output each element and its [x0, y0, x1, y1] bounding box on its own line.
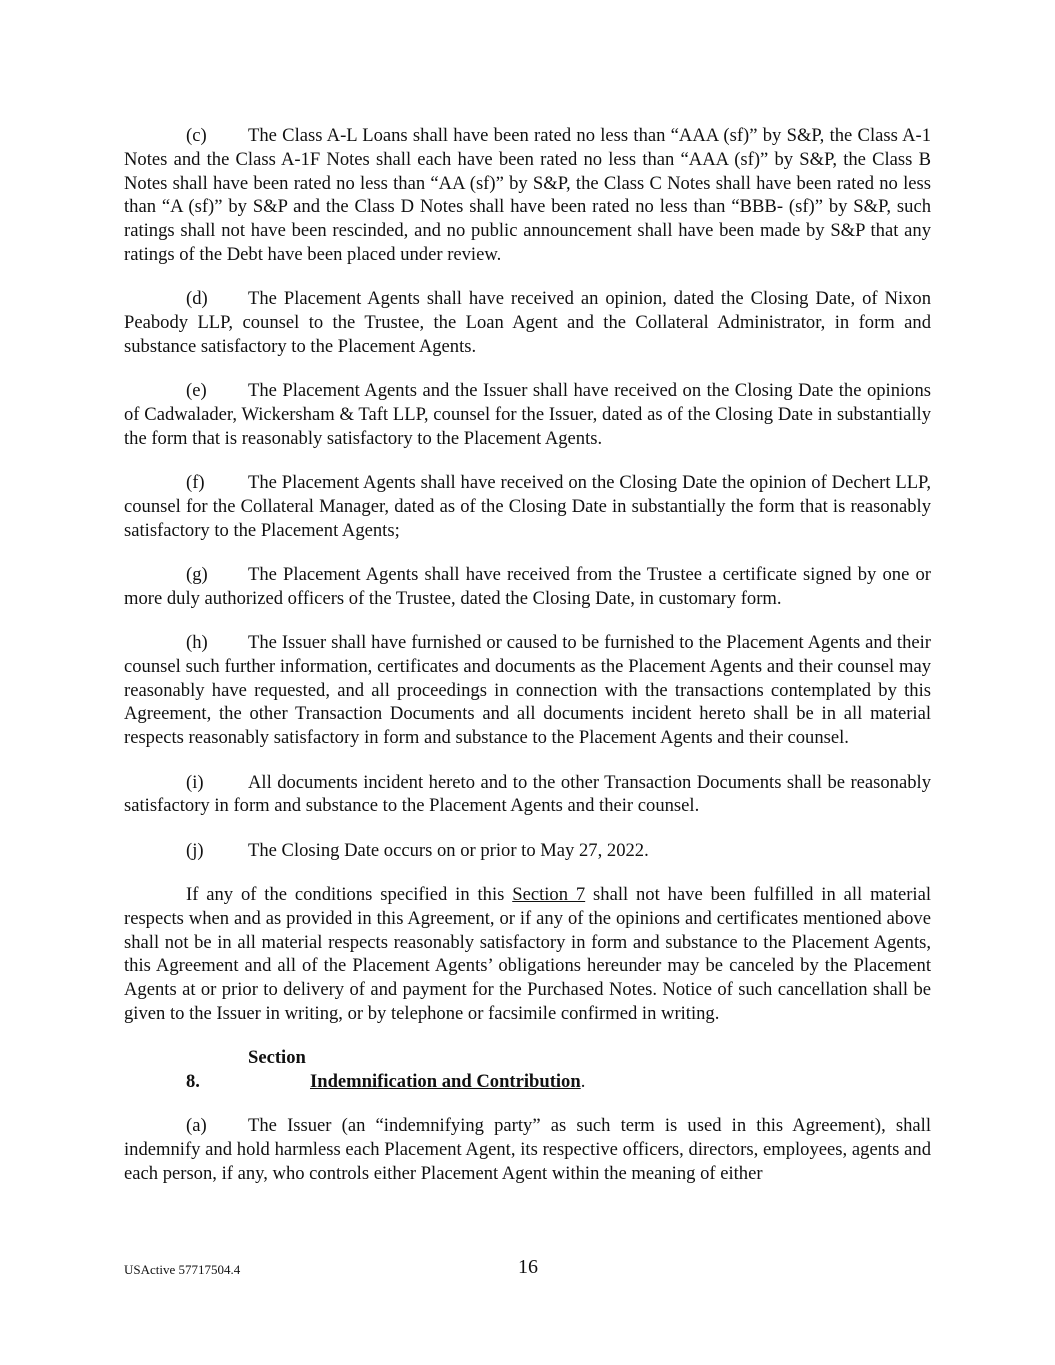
document-page: [124, 124, 931, 1206]
closing-text-after: shall not have been fulfilled in all material respects when and as provided in this Agreement, or if any of the opinions and certificates mentioned above shall not be in all material respects reasonably satisfactory in form and substance to the Placement Agents, this Agreement and all of the Placement Agents’ obligations hereunder may be canceled by the Placement Agents at or prior to delivery of and payment for the Purchased Notes. Notice of such cancellation shall be given to the Issuer in writing, or by telephone or facsimile confirmed in writing.: [124, 883, 931, 1024]
section-7-reference: Section 7: [512, 883, 586, 905]
paragraph-label: (d): [186, 288, 208, 310]
paragraph-text: The Placement Agents shall have received on the Closing Date the opinion of Dechert LLP, counsel for the Collateral Manager, dated as of the Closing Date in substantially the form that is reasonably satisfactory to the Placement Agents;: [124, 472, 931, 541]
paragraph-text: The Issuer (an “indemnifying party” as such term is used in this Agreement), shall indemnify and hold harmless each Placement Agent, its respective officers, directors, employees, agents and each person, if any, who controls either Placement Agent within the meaning of either: [124, 1115, 931, 1184]
paragraph-f: [124, 471, 931, 542]
paragraph-label: (i): [186, 771, 204, 793]
paragraph-text: The Class A-L Loans shall have been rated no less than “AAA (sf)” by S&P, the Class A-1 Notes and the Class A-1F Notes shall each have been rated no less than “AAA (sf)” by S&P, the Class B Notes shall have been rated no less than “AA (sf)” by S&P, the Class C Notes shall have been rated no less than “A (sf)” by S&P and the Class D Notes shall have been rated no less than “BBB- (sf)” by S&P, such ratings shall not have been rescinded, and no public announcement shall have been made by S&P that any ratings of the Debt have been placed under review.: [124, 125, 931, 265]
paragraph-label: (f): [186, 472, 205, 494]
paragraph-label: (h): [186, 632, 208, 654]
section-number: Section 8.: [186, 1047, 306, 1092]
paragraph-label: (g): [186, 563, 208, 585]
page-number: 16: [518, 1256, 538, 1278]
paragraph-i: [124, 771, 931, 819]
section-period: .: [580, 1071, 586, 1092]
footer-document-id: USActive 57717504.4: [124, 1262, 241, 1277]
paragraph-j: [124, 839, 931, 863]
paragraph-text: The Issuer shall have furnished or caused to be furnished to the Placement Agents and their counsel such further information, certificates and documents as the Placement Agents and their counsel may reasonably have requested, and all proceedings in connection with the transactions contemplated by this Agreement, the other Transaction Documents and all documents incident hereto shall be in all material respects reasonably satisfactory in form and substance to the Placement Agents and their counsel.: [124, 632, 931, 749]
paragraph-text: All documents incident hereto and to the other Transaction Documents shall be reasonably satisfactory in form and substance to the Placement Agents and their counsel.: [124, 771, 931, 817]
paragraph-text: The Placement Agents shall have received from the Trustee a certificate signed by one or more duly authorized officers of the Trustee, dated the Closing Date, in customary form.: [124, 563, 931, 609]
paragraph-text: The Placement Agents shall have received an opinion, dated the Closing Date, of Nixon Peabody LLP, counsel to the Trustee, the Loan Agent and the Collateral Administrator, in form and substance satisfactory to the Placement Agents.: [124, 288, 931, 357]
paragraph-label: (e): [186, 380, 207, 402]
paragraph-label: (a): [186, 1115, 207, 1137]
paragraph-e: [124, 379, 931, 450]
paragraph-c: [124, 124, 931, 267]
paragraph-d: [124, 287, 931, 358]
section-heading: [124, 1046, 931, 1094]
section-title: Indemnification and Contribution: [310, 1071, 581, 1092]
closing-paragraph: [124, 883, 931, 1026]
paragraph-h: [124, 631, 931, 750]
paragraph-label: (j): [186, 839, 204, 861]
paragraph-g: [124, 563, 931, 611]
paragraph-text: The Closing Date occurs on or prior to May 27, 2022.: [248, 839, 649, 861]
paragraph-label: (c): [186, 125, 207, 146]
paragraph-text: The Placement Agents and the Issuer shall have received on the Closing Date the opinions of Cadwalader, Wickersham & Taft LLP, counsel for the Issuer, dated as of the Closing Date in substantially the form that is reasonably satisfactory to the Placement Agents.: [124, 380, 931, 449]
closing-text-before: If any of the conditions specified in this: [186, 883, 513, 905]
paragraph-section-8-a: [124, 1114, 931, 1185]
